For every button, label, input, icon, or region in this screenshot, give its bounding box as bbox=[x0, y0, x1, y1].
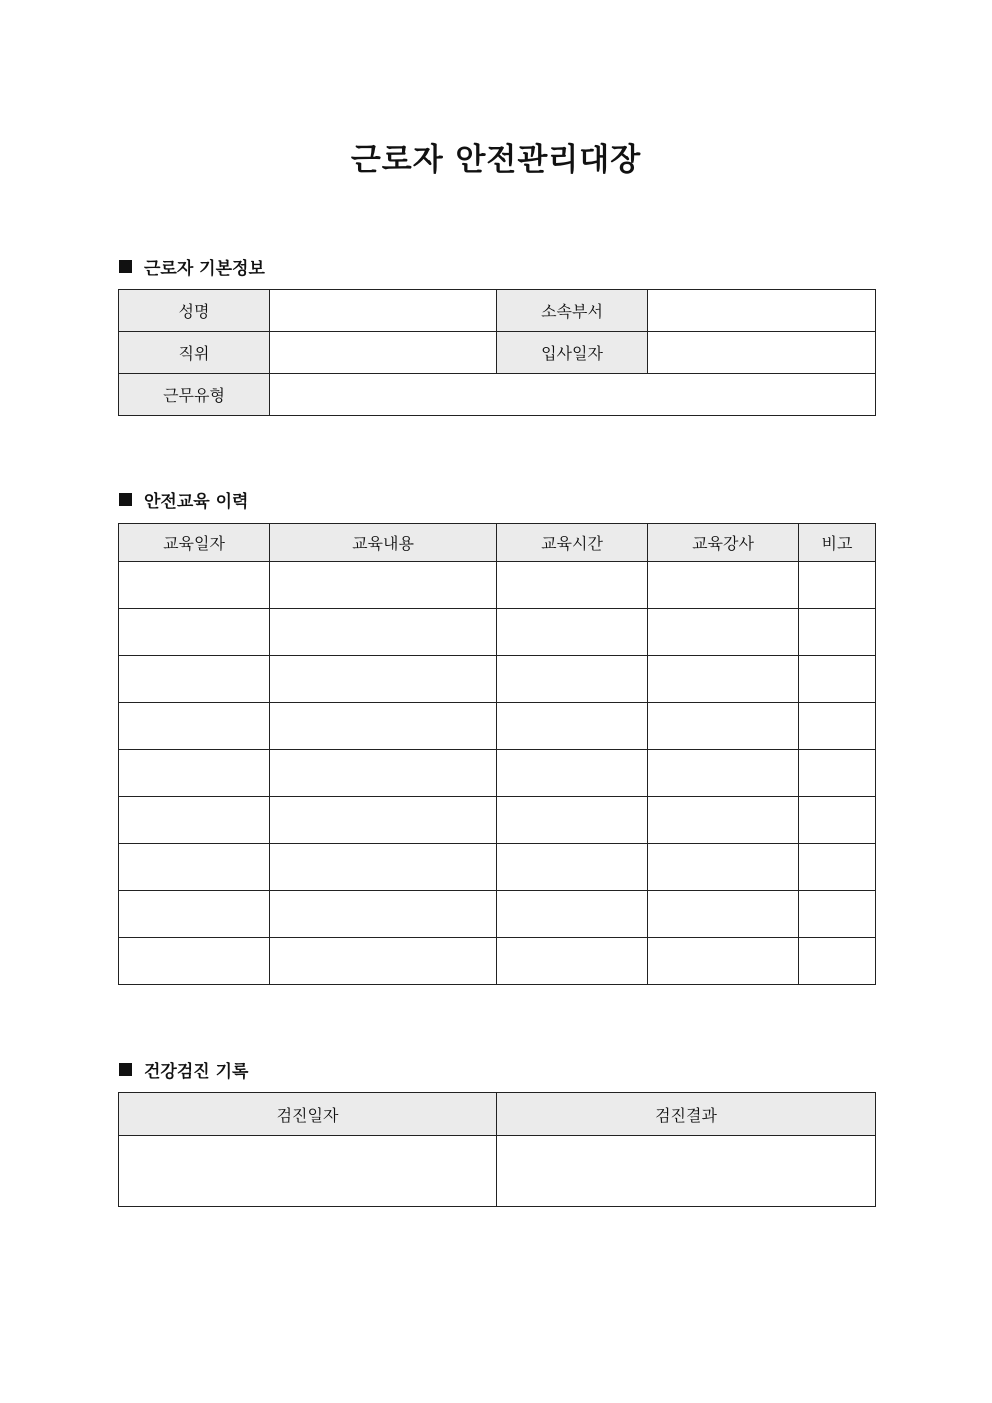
table-cell[interactable] bbox=[497, 891, 648, 938]
square-bullet-icon bbox=[119, 493, 132, 506]
table-row bbox=[119, 374, 876, 416]
section-heading-label: 근로자 기본정보 bbox=[144, 259, 265, 279]
table-row bbox=[119, 1136, 876, 1207]
table-cell[interactable] bbox=[497, 656, 648, 703]
section-heading-health-check bbox=[119, 1057, 248, 1082]
table-cell[interactable] bbox=[119, 938, 270, 985]
work-type-field[interactable] bbox=[270, 374, 876, 416]
table-row bbox=[119, 656, 876, 703]
name-field[interactable] bbox=[270, 290, 497, 332]
table-cell[interactable] bbox=[270, 609, 497, 656]
table-cell[interactable] bbox=[497, 703, 648, 750]
table-cell[interactable] bbox=[270, 562, 497, 609]
education-table-body bbox=[119, 562, 876, 985]
table-header-row bbox=[119, 524, 876, 562]
position-label: 직위 bbox=[119, 332, 270, 374]
table-cell[interactable] bbox=[648, 797, 799, 844]
table-cell[interactable] bbox=[119, 703, 270, 750]
table-cell[interactable] bbox=[119, 750, 270, 797]
column-header-edu-date: 교육일자 bbox=[119, 524, 270, 562]
page-title: 근로자 안전관리대장 bbox=[350, 142, 642, 178]
table-cell[interactable] bbox=[119, 891, 270, 938]
column-header-remarks: 비고 bbox=[799, 524, 876, 562]
table-cell[interactable] bbox=[799, 844, 876, 891]
table-cell[interactable] bbox=[648, 938, 799, 985]
table-row bbox=[119, 609, 876, 656]
table-cell[interactable] bbox=[270, 750, 497, 797]
table-cell[interactable] bbox=[799, 609, 876, 656]
table-cell[interactable] bbox=[270, 703, 497, 750]
section-heading-label: 안전교육 이력 bbox=[144, 492, 249, 512]
table-cell[interactable] bbox=[497, 938, 648, 985]
department-label: 소속부서 bbox=[497, 290, 648, 332]
table-cell[interactable] bbox=[497, 797, 648, 844]
join-date-field[interactable] bbox=[648, 332, 876, 374]
table-cell[interactable] bbox=[497, 750, 648, 797]
table-cell[interactable] bbox=[648, 703, 799, 750]
table-row bbox=[119, 797, 876, 844]
table-cell[interactable] bbox=[270, 797, 497, 844]
table-cell[interactable] bbox=[270, 891, 497, 938]
table-row bbox=[119, 844, 876, 891]
table-row bbox=[119, 562, 876, 609]
table-cell[interactable] bbox=[799, 891, 876, 938]
education-table bbox=[118, 523, 876, 985]
department-field[interactable] bbox=[648, 290, 876, 332]
health-check-table bbox=[118, 1092, 876, 1207]
table-cell[interactable] bbox=[648, 750, 799, 797]
table-cell[interactable] bbox=[119, 609, 270, 656]
table-row bbox=[119, 938, 876, 985]
section-heading-label: 건강검진 기록 bbox=[144, 1062, 249, 1082]
table-cell[interactable] bbox=[799, 938, 876, 985]
table-cell[interactable] bbox=[270, 844, 497, 891]
health-check-table-body bbox=[119, 1136, 876, 1207]
table-cell[interactable] bbox=[119, 656, 270, 703]
table-row bbox=[119, 703, 876, 750]
join-date-label: 입사일자 bbox=[497, 332, 648, 374]
column-header-edu-hours: 교육시간 bbox=[497, 524, 648, 562]
basic-info-table bbox=[118, 289, 876, 416]
work-type-label: 근무유형 bbox=[119, 374, 270, 416]
column-header-edu-instructor: 교육강사 bbox=[648, 524, 799, 562]
table-cell[interactable] bbox=[270, 938, 497, 985]
square-bullet-icon bbox=[119, 260, 132, 273]
table-cell[interactable] bbox=[799, 797, 876, 844]
table-cell[interactable] bbox=[497, 609, 648, 656]
section-heading-basic-info bbox=[119, 254, 265, 279]
position-field[interactable] bbox=[270, 332, 497, 374]
table-cell[interactable] bbox=[270, 656, 497, 703]
table-cell[interactable] bbox=[648, 562, 799, 609]
section-heading-education bbox=[119, 487, 248, 512]
table-cell[interactable] bbox=[648, 609, 799, 656]
table-cell[interactable] bbox=[119, 844, 270, 891]
table-cell[interactable] bbox=[648, 891, 799, 938]
table-cell[interactable] bbox=[497, 1136, 876, 1207]
table-row bbox=[119, 290, 876, 332]
column-header-check-result: 검진결과 bbox=[497, 1093, 876, 1136]
table-row bbox=[119, 332, 876, 374]
table-row bbox=[119, 750, 876, 797]
table-cell[interactable] bbox=[119, 562, 270, 609]
table-cell[interactable] bbox=[119, 797, 270, 844]
table-header-row bbox=[119, 1093, 876, 1136]
table-cell[interactable] bbox=[799, 562, 876, 609]
table-cell[interactable] bbox=[497, 562, 648, 609]
table-row bbox=[119, 891, 876, 938]
square-bullet-icon bbox=[119, 1063, 132, 1076]
table-cell[interactable] bbox=[648, 844, 799, 891]
name-label: 성명 bbox=[119, 290, 270, 332]
table-cell[interactable] bbox=[799, 656, 876, 703]
table-cell[interactable] bbox=[497, 844, 648, 891]
table-cell[interactable] bbox=[799, 703, 876, 750]
table-cell[interactable] bbox=[799, 750, 876, 797]
column-header-edu-content: 교육내용 bbox=[270, 524, 497, 562]
column-header-check-date: 검진일자 bbox=[119, 1093, 497, 1136]
table-cell[interactable] bbox=[119, 1136, 497, 1207]
table-cell[interactable] bbox=[648, 656, 799, 703]
